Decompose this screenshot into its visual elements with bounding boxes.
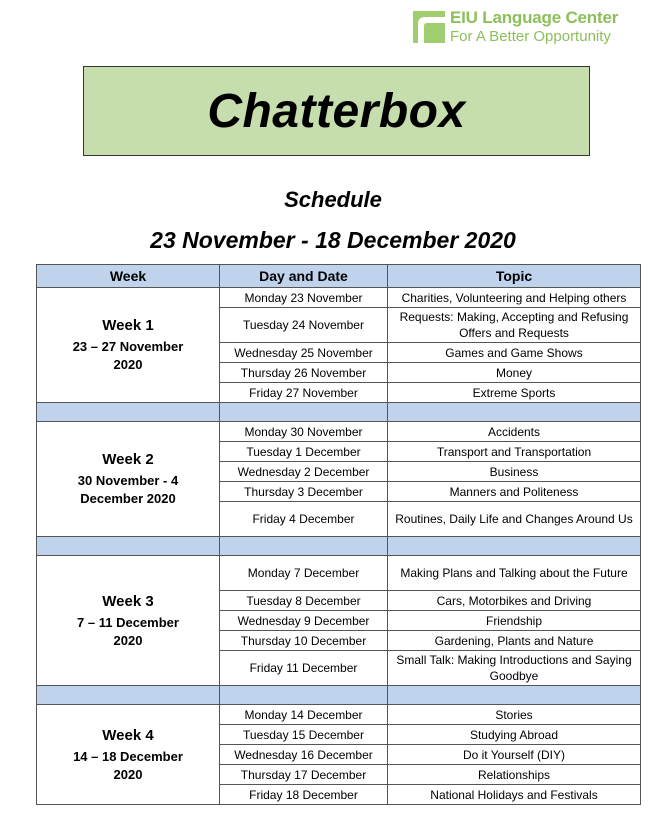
week-name: Week 4 — [102, 726, 154, 744]
day-date: Monday 14 December — [220, 705, 388, 725]
topic: Extreme Sports — [388, 383, 641, 403]
topic: Small Talk: Making Introductions and Saying Goodbye — [388, 651, 641, 686]
topic: Money — [388, 363, 641, 383]
header-topic: Topic — [388, 265, 641, 288]
separator-row — [37, 403, 641, 422]
topic: Transport and Transportation — [388, 442, 641, 462]
day-date: Wednesday 25 November — [220, 343, 388, 363]
table-row — [37, 422, 641, 442]
week-cell — [37, 422, 220, 537]
week-name: Week 3 — [102, 592, 154, 610]
week-cell — [37, 556, 220, 686]
week-name: Week 1 — [102, 317, 154, 334]
week-dates: 30 November - 4 December 2020 — [77, 473, 179, 506]
day-date: Tuesday 24 November — [220, 308, 388, 343]
table-header-row — [37, 265, 641, 288]
week-dates: 7 – 11 December 2020 — [77, 614, 179, 648]
table-row — [37, 705, 641, 725]
topic: Stories — [388, 705, 641, 725]
topic: Manners and Politeness — [388, 482, 641, 502]
day-date: Monday 30 November — [220, 422, 388, 442]
topic: Accidents — [388, 422, 641, 442]
topic: Business — [388, 462, 641, 482]
topic: Friendship — [388, 611, 641, 631]
day-date: Wednesday 2 December — [220, 462, 388, 482]
day-date: Friday 18 December — [220, 785, 388, 805]
day-date: Monday 23 November — [220, 288, 388, 308]
date-range-heading: 23 November - 18 December 2020 — [150, 227, 516, 253]
week-dates: 23 – 27 November 2020 — [72, 339, 184, 372]
topic: Routines, Daily Life and Changes Around Us — [388, 502, 641, 537]
topic: Games and Game Shows — [388, 343, 641, 363]
day-date: Wednesday 9 December — [220, 611, 388, 631]
topic: Relationships — [388, 765, 641, 785]
day-date: Friday 11 December — [220, 651, 388, 686]
title-banner — [83, 66, 590, 156]
topic: Requests: Making, Accepting and Refusing Offers and Requests — [388, 308, 641, 343]
day-date: Thursday 3 December — [220, 482, 388, 502]
day-date: Tuesday 8 December — [220, 591, 388, 611]
day-date: Thursday 17 December — [220, 765, 388, 785]
table-row — [37, 556, 641, 591]
logo — [412, 8, 652, 48]
separator-row — [37, 686, 641, 705]
topic: Gardening, Plants and Nature — [388, 631, 641, 651]
separator-row — [37, 537, 641, 556]
day-date: Wednesday 16 December — [220, 745, 388, 765]
page-title: Chatterbox — [207, 84, 466, 138]
topic: Charities, Volunteering and Helping others — [388, 288, 641, 308]
table-row — [37, 288, 641, 308]
topic: Making Plans and Talking about the Future — [388, 556, 641, 591]
logo-mark-icon — [412, 10, 446, 44]
day-date: Friday 4 December — [220, 502, 388, 537]
day-date: Tuesday 1 December — [220, 442, 388, 462]
day-date: Tuesday 15 December — [220, 725, 388, 745]
week-name: Week 2 — [102, 451, 154, 468]
week-cell — [37, 288, 220, 403]
week-dates: 14 – 18 December 2020 — [73, 748, 183, 782]
schedule-heading: Schedule — [284, 187, 382, 212]
day-date: Monday 7 December — [220, 556, 388, 591]
topic: National Holidays and Festivals — [388, 785, 641, 805]
topic: Cars, Motorbikes and Driving — [388, 591, 641, 611]
day-date: Friday 27 November — [220, 383, 388, 403]
logo-subtitle: For A Better Opportunity — [450, 28, 611, 45]
logo-title: EIU Language Center — [450, 8, 619, 27]
day-date: Thursday 10 December — [220, 631, 388, 651]
day-date: Thursday 26 November — [220, 363, 388, 383]
topic: Do it Yourself (DIY) — [388, 745, 641, 765]
schedule-table — [36, 264, 641, 805]
week-cell — [37, 705, 220, 805]
topic: Studying Abroad — [388, 725, 641, 745]
header-day-date: Day and Date — [220, 265, 388, 288]
header-week: Week — [37, 265, 220, 288]
